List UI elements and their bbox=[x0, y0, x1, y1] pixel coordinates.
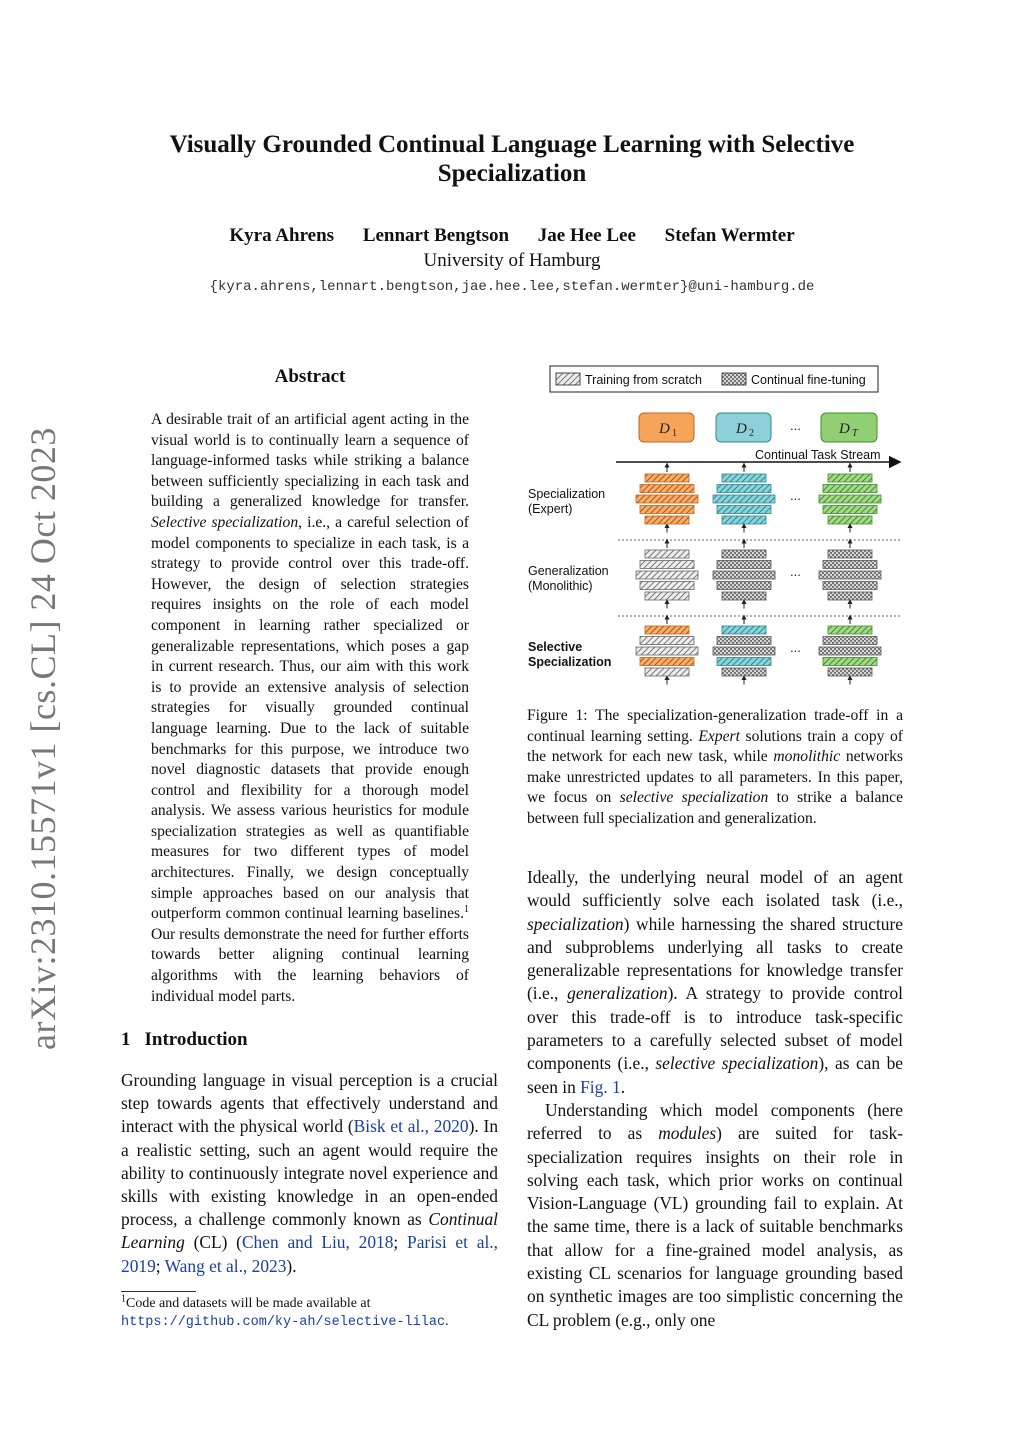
network-layer bbox=[819, 647, 881, 655]
network-layer bbox=[823, 637, 877, 645]
author: Kyra Ahrens bbox=[229, 225, 335, 246]
network-layer bbox=[713, 495, 775, 503]
network-layer bbox=[828, 626, 872, 634]
network-layer bbox=[722, 626, 766, 634]
figure-1-diagram bbox=[520, 362, 912, 697]
paragraph: Understanding which model components (here referred to as modules) are suited for task-specialization requires insights on their role in solving each task, which prior works on continual Vision-Language (VL) grounding fail to explain. At the same time, there is a lack of suitable benchmarks that allow for a fine-grained model analysis, as existing CL scenarios for language grounding based on synthetic images are too simplistic concerning the CL problem (e.g., only one bbox=[527, 1099, 903, 1330]
network-layer bbox=[819, 495, 881, 503]
network-layer bbox=[636, 647, 698, 655]
right-column-text bbox=[527, 866, 903, 1332]
row-label: (Monolithic) bbox=[528, 579, 593, 593]
network-layer bbox=[636, 495, 698, 503]
task-label-2: D bbox=[736, 421, 747, 437]
row-label: Specialization bbox=[528, 655, 612, 669]
task-sub-t: T bbox=[852, 428, 858, 439]
network-layer bbox=[823, 561, 877, 569]
row-label: Generalization bbox=[528, 564, 609, 578]
repository-link[interactable]: https://github.com/ky-ah/selective-lilac bbox=[121, 1315, 446, 1330]
author: Lennart Bengtson bbox=[362, 225, 510, 246]
abstract-heading: Abstract bbox=[274, 366, 346, 387]
network-layer bbox=[823, 582, 877, 590]
network-layer bbox=[640, 582, 694, 590]
abstract-body: A desirable trait of an artificial agent acting in the visual world is to continually learn a sequence of language-informed tasks while striking a balance between sufficiently specializing in each task and building a generalized knowledge for transfer. Selective specialization, i.e., a careful selection of model components to specialize in each task, is a strategy to provide control over this trade-off. However, the design of selection strategies requires insights on the role of each model component in learning rather specialized or generalizable representations, which poses a gap in current research. Thus, our aim with this work is to provide an extensive analysis of selection strategies for visually grounded continual language learning. Due to the lack of suitable benchmarks for this purpose, we introduce two novel diagnostic datasets that provide enough control and flexibility for a thorough model analysis. We assess various heuristics for module specialization strategies as well as quantifiable measures for two different types of model architectures. Finally, we design conceptually simple approaches based on our analysis that outperform common continual learning baselines.$^1$ Our results demonstrate the need for further efforts towards better aligning continual learning algorithms with the learning behaviors of individual model parts. bbox=[151, 411, 470, 1005]
network-layer bbox=[819, 571, 881, 579]
arxiv-stamp: arXiv:2310.15571v1 [cs.CL] 24 Oct 2023 bbox=[23, 427, 63, 1050]
citation-link[interactable]: Parisi et al., 2019 bbox=[121, 1232, 499, 1276]
legend-finetune: Continual fine-tuning bbox=[751, 373, 866, 387]
network-layer bbox=[640, 506, 694, 514]
network-layer bbox=[645, 550, 689, 558]
network-layer bbox=[717, 582, 771, 590]
author: Stefan Wermter bbox=[664, 225, 795, 246]
network-layer bbox=[645, 626, 689, 634]
paragraph: Ideally, the underlying neural model of an agent would sufficiently solve each isolated task (i.e., specialization) while harnessing the shared structure and subproblems underlying all tasks to create generalizable representations for knowledge transfer (i.e., generalization). A strategy to provide control over this trade-off is to introduce task-specific parameters to a carefully selected subset of model components (i.e., selective specialization), as can be seen in Fig. 1. bbox=[527, 867, 903, 1097]
network-layer bbox=[717, 658, 771, 666]
network-layer bbox=[823, 485, 877, 493]
row-label: Selective bbox=[528, 640, 583, 654]
network-layer bbox=[722, 668, 766, 676]
network-layer bbox=[640, 561, 694, 569]
citation-link[interactable]: Bisk et al., 2020 bbox=[353, 1116, 469, 1137]
network-layer bbox=[722, 516, 766, 524]
network-stacks bbox=[636, 465, 881, 685]
author: Jae Hee Lee bbox=[537, 225, 636, 246]
footnote-divider bbox=[121, 1291, 196, 1292]
network-layer bbox=[828, 592, 872, 600]
network-layer bbox=[717, 561, 771, 569]
network-layer bbox=[717, 637, 771, 645]
ellipsis: ... bbox=[790, 640, 801, 655]
network-layer bbox=[828, 474, 872, 482]
network-layer bbox=[722, 592, 766, 600]
affiliation: University of Hamburg bbox=[423, 250, 601, 271]
hatch-swatch bbox=[556, 373, 580, 385]
task-sub-2: 2 bbox=[749, 428, 754, 439]
network-layer bbox=[828, 550, 872, 558]
ellipsis: ... bbox=[790, 564, 801, 579]
network-layer bbox=[640, 637, 694, 645]
network-layer bbox=[645, 474, 689, 482]
network-layer bbox=[640, 485, 694, 493]
network-layer bbox=[722, 474, 766, 482]
network-layer bbox=[717, 485, 771, 493]
author-list bbox=[120, 225, 904, 247]
figure-caption: Figure 1: The specialization-generalization trade-off in a continual learning setting. Expert solutions train a copy of the network for each new task, while monolithic networks make unrestricted updates to all parameters. In this paper, we focus on selective specialization to strike a balance between full specialization and generalization. bbox=[527, 707, 904, 827]
row-label: Specialization bbox=[528, 487, 606, 501]
ellipsis: ... bbox=[790, 418, 801, 433]
citation-link[interactable]: Chen and Liu, 2018 bbox=[241, 1232, 394, 1253]
citation-link[interactable]: Wang et al., 2023 bbox=[164, 1255, 287, 1276]
row-label: (Expert) bbox=[528, 502, 573, 516]
network-layer bbox=[645, 592, 689, 600]
footnote: $^1$Code and datasets will be made available at https://github.com/ky-ah/selective-lilac. bbox=[121, 1293, 449, 1330]
paper-title: Visually Grounded Continual Language Learning with Selective Specialization bbox=[169, 131, 855, 187]
task-sub-1: 1 bbox=[672, 428, 677, 439]
network-layer bbox=[636, 571, 698, 579]
ellipsis: ... bbox=[790, 488, 801, 503]
legend-scratch: Training from scratch bbox=[585, 373, 702, 387]
network-layer bbox=[823, 506, 877, 514]
abstract-emphasis: Selective specialization bbox=[151, 513, 299, 531]
figure-reference-link[interactable]: Fig. 1 bbox=[580, 1076, 621, 1097]
task-label-t: D bbox=[839, 421, 850, 437]
network-layer bbox=[828, 516, 872, 524]
author-emails: {kyra.ahrens,lennart.bengtson,jae.hee.lee,stefan.wermter}@uni-hamburg.de bbox=[209, 279, 815, 295]
network-layer bbox=[640, 658, 694, 666]
network-layer bbox=[828, 668, 872, 676]
network-layer bbox=[722, 550, 766, 558]
stream-label: Continual Task Stream bbox=[755, 448, 881, 462]
checker-swatch bbox=[722, 373, 746, 385]
network-layer bbox=[717, 506, 771, 514]
task-label-1: D bbox=[659, 421, 670, 437]
network-layer bbox=[713, 571, 775, 579]
network-layer bbox=[823, 658, 877, 666]
footnote-marker[interactable]: 1 bbox=[464, 904, 469, 916]
introduction-paragraph: Grounding language in visual perception is a crucial step towards agents that effectively understand and interact with the physical world (Bisk et al., 2020). In a realistic setting, such an agent would require the ability to continuously integrate novel experience and skills with existing knowledge in an open-ended process, a challenge commonly known as Continual Learning (CL) (Chen and Liu, 2018; Parisi et al., 2019; Wang et al., 2023). bbox=[121, 1070, 499, 1276]
network-layer bbox=[713, 647, 775, 655]
section-heading-introduction: 1 Introduction bbox=[121, 1029, 248, 1050]
network-layer bbox=[645, 516, 689, 524]
network-layer bbox=[645, 668, 689, 676]
